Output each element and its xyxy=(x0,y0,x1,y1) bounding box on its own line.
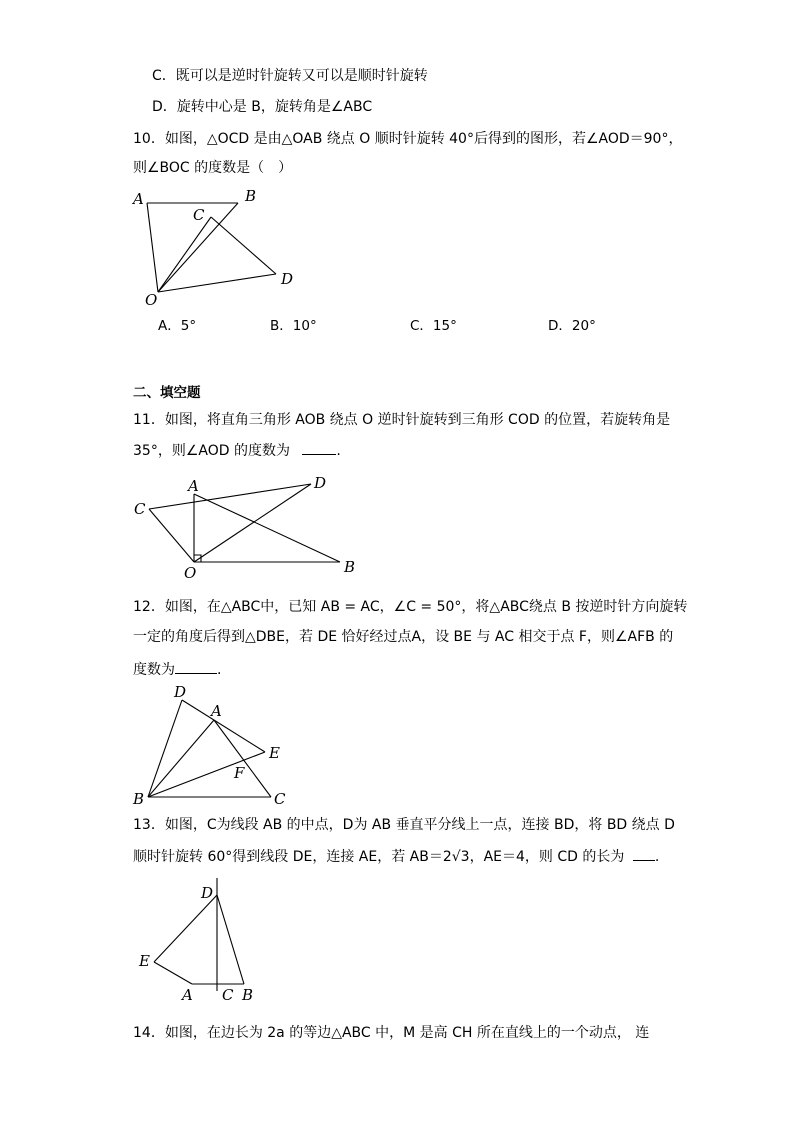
q13-segment-de xyxy=(154,895,217,962)
q12-segment-ac xyxy=(214,720,271,797)
q10-segment-ao xyxy=(147,203,158,292)
q12-answer-blank xyxy=(175,659,217,674)
q12-text-line3 xyxy=(133,659,221,680)
q10-label-c: C xyxy=(193,206,205,224)
q10-segment-od xyxy=(158,274,276,292)
q9-option-d: D．旋转中心是 B，旋转角是∠ABC xyxy=(152,99,373,115)
q13-answer-blank xyxy=(633,846,655,861)
q14-text-line1: 14．如图，在边长为 2a 的等边△ABC 中，M 是高 CH 所在直线上的一个动点， 连 xyxy=(133,1025,650,1041)
q10-figure xyxy=(125,182,305,310)
q11-label-d: D xyxy=(314,474,327,492)
q10-text-line1: 10．如图，△OCD 是由△OAB 绕点 O 顺时针旋转 40°后得到的图形，若∠AOD＝90°， xyxy=(133,131,683,147)
q11-segment-od xyxy=(194,484,311,562)
q10-label-d: D xyxy=(281,270,294,288)
q12-text-line2: 一定的角度后得到△DBE，若 DE 恰好经过点A，设 BE 与 AC 相交于点 F，则∠AFB 的 xyxy=(133,629,674,645)
q9-option-c: C．既可以是逆时针旋转又可以是顺时针旋转 xyxy=(152,68,428,84)
q10-option-a: A．5° xyxy=(158,318,197,334)
q12-label-f: F xyxy=(234,764,245,782)
q13-segment-ea xyxy=(154,962,192,984)
q13-text-line2 xyxy=(133,846,659,867)
q11-text-line1: 11．如图，将直角三角形 AOB 绕点 O 逆时针旋转到三角形 COD 的位置，若旋转角是 xyxy=(133,412,671,428)
q11-label-b: B xyxy=(344,558,356,576)
q11-text-line2 xyxy=(133,440,341,461)
q13-label-b: B xyxy=(242,986,254,1004)
q13-segment-db xyxy=(217,895,244,984)
q11-segment-cd xyxy=(149,484,311,509)
q13-text-line2-end: . xyxy=(654,849,660,865)
q12-text-line3-end: . xyxy=(217,662,222,678)
q13-label-c: C xyxy=(222,986,234,1004)
q12-figure xyxy=(128,684,298,809)
q11-figure xyxy=(130,474,360,582)
q13-figure xyxy=(135,873,265,1008)
q11-label-a: A xyxy=(188,477,199,495)
q11-label-o: O xyxy=(184,564,197,582)
q10-text-line2: 则∠BOC 的度数是（ ） xyxy=(133,160,293,176)
q12-label-d: D xyxy=(174,683,187,701)
q11-text-line2-prefix: 35°，则∠AOD 的度数为 xyxy=(133,443,290,459)
q12-label-c: C xyxy=(274,790,286,808)
section-title-fill-blank: 二、填空题 xyxy=(133,385,201,401)
q11-segment-ab xyxy=(194,494,340,562)
q10-label-b: B xyxy=(245,187,257,205)
q10-option-c: C．15° xyxy=(410,318,457,334)
q12-label-e: E xyxy=(269,744,280,762)
q12-segment-be xyxy=(148,752,265,797)
q12-segment-db xyxy=(148,700,182,797)
q10-option-b: B．10° xyxy=(270,318,317,334)
q10-segment-cd xyxy=(211,217,276,274)
q10-label-o: O xyxy=(145,291,158,309)
q12-label-b: B xyxy=(133,790,145,808)
q10-segment-oc xyxy=(158,217,211,292)
q11-segment-co xyxy=(149,509,194,562)
q13-label-a: A xyxy=(182,986,193,1004)
q13-text-line2-prefix: 顺时针旋转 60°得到线段 DE，连接 AE，若 AB＝2√3，AE＝4，则 CD 的长为 xyxy=(133,849,625,865)
q13-label-d: D xyxy=(201,884,214,902)
q13-label-e: E xyxy=(139,952,150,970)
q11-answer-blank xyxy=(302,440,336,455)
q12-text-line3-prefix: 度数为 xyxy=(133,662,175,678)
q12-segment-de xyxy=(182,700,265,752)
q11-label-c: C xyxy=(134,500,146,518)
q12-text-line1: 12．如图，在△ABC中，已知 AB = AC，∠C = 50°，将△ABC绕点 B 按逆时针方向旋转 xyxy=(133,599,688,615)
q12-segment-ab xyxy=(148,720,214,797)
q10-option-d: D．20° xyxy=(548,318,596,334)
q12-label-a: A xyxy=(211,702,222,720)
q10-label-a: A xyxy=(133,190,144,208)
q11-text-line2-end: . xyxy=(336,443,341,459)
q13-text-line1: 13．如图，C为线段 AB 的中点，D为 AB 垂直平分线上一点，连接 BD，将 BD 绕点 D xyxy=(133,817,675,833)
